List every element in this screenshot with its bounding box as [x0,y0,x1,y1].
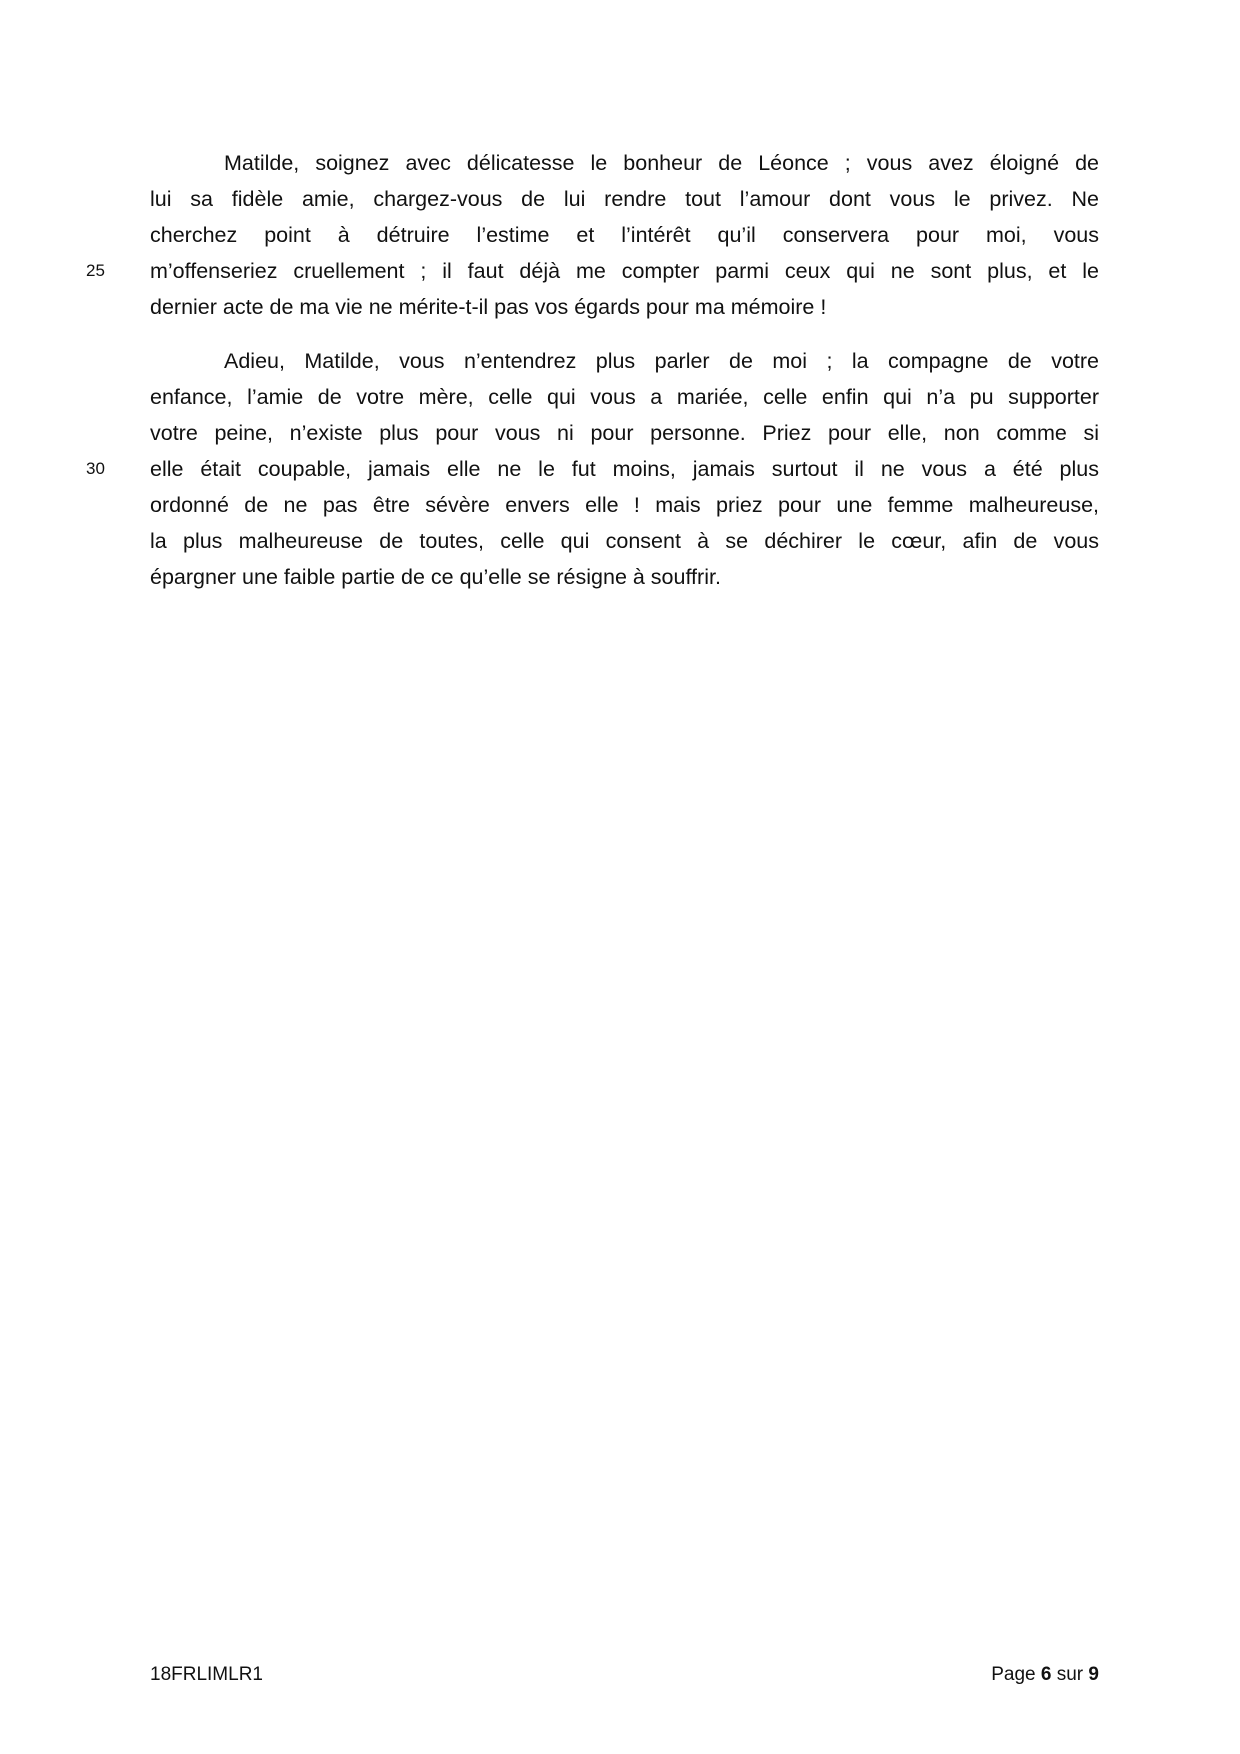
page-sep: sur [1056,1664,1084,1685]
line-number-30: 30 [86,459,105,478]
document-code: 18FRLIMLR1 [150,1664,263,1685]
page-total: 9 [1088,1664,1099,1685]
text-line: lui sa fidèle amie, chargez-vous de lui rendre tout l’amour dont vous le privez. Ne [150,187,1099,211]
text-line: la plus malheureuse de toutes, celle qui consent à se déchirer le cœur, afin de vous [150,529,1099,553]
text-line: dernier acte de ma vie ne mérite-t-il pas vos égards pour ma mémoire ! [150,295,827,319]
text-line: épargner une faible partie de ce qu’elle se résigne à souffrir. [150,565,721,589]
text-line: Adieu, Matilde, vous n’entendrez plus parler de moi ; la compagne de votre [224,349,1099,373]
text-line: Matilde, soignez avec délicatesse le bonheur de Léonce ; vous avez éloigné de [224,151,1099,175]
paragraph-1 [150,145,1099,325]
line-number-25: 25 [86,261,105,280]
text-line: enfance, l’amie de votre mère, celle qui vous a mariée, celle enfin qui n’a pu supporter [150,385,1099,409]
page-prefix: Page [991,1664,1036,1685]
text-line: m’offenseriez cruellement ; il faut déjà me compter parmi ceux qui ne sont plus, et le [150,259,1099,283]
text-line: ordonné de ne pas être sévère envers elle ! mais priez pour une femme malheureuse, [150,493,1099,517]
text-line: elle était coupable, jamais elle ne le fut moins, jamais surtout il ne vous a été plus [150,457,1099,481]
page-current: 6 [1040,1664,1052,1685]
text-line: votre peine, n’existe plus pour vous ni pour personne. Priez pour elle, non comme si [150,421,1099,445]
page-indicator [991,1664,1099,1686]
text-line: cherchez point à détruire l’estime et l’intérêt qu’il conservera pour moi, vous [150,223,1099,247]
paragraph-2 [150,343,1099,595]
